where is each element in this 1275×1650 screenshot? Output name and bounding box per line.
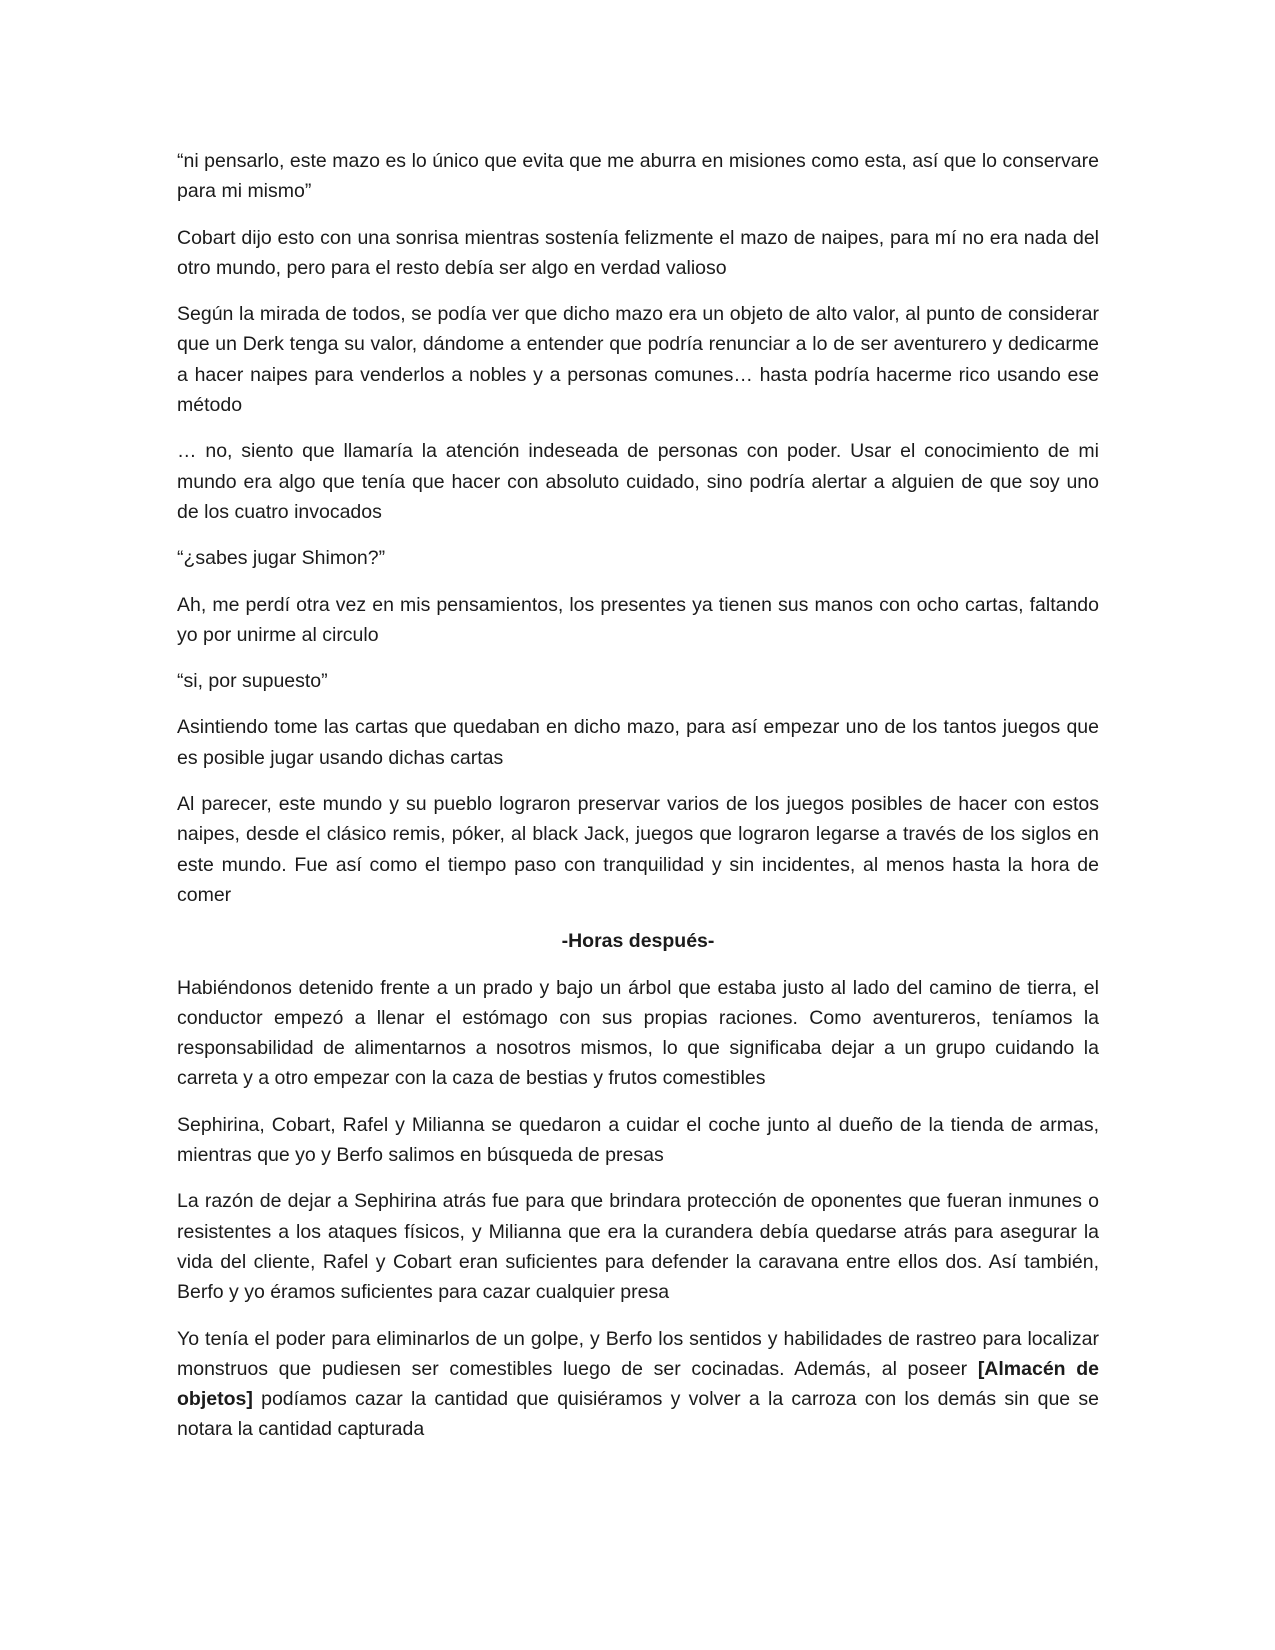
- paragraph: … no, siento que llamaría la atención indeseada de personas con poder. Usar el conocimiento de mi mundo era algo que tenía que hacer con absoluto cuidado, sino podría alertar a alguien de que soy uno de los cuatro invocados: [177, 440, 1099, 523]
- paragraph: Ah, me perdí otra vez en mis pensamientos, los presentes ya tienen sus manos con ocho cartas, faltando yo por unirme al circulo: [177, 593, 1099, 646]
- paragraph: Habiéndonos detenido frente a un prado y bajo un árbol que estaba justo al lado del camino de tierra, el conductor empezó a llenar el estómago con sus propias raciones. Como aventureros, teníamos la responsabilidad de alimentarnos a nosotros mismos, lo que significaba dejar a un grupo cuidando la carreta y a otro empezar con la caza de bestias y frutos comestibles: [177, 976, 1099, 1090]
- last-paragraph-part1: Yo tenía el poder para eliminarlos de un golpe, y Berfo los sentidos y habilidades de rastreo para localizar monstruos que pudiesen ser comestibles luego de ser cocinadas. Además, al poseer: [177, 1327, 1099, 1380]
- last-paragraph-part2: podíamos cazar la cantidad que quisiéramos y volver a la carroza con los demás sin que se notara la cantidad capturada: [177, 1388, 1099, 1441]
- paragraph: Cobart dijo esto con una sonrisa mientras sostenía felizmente el mazo de naipes, para mí no era nada del otro mundo, pero para el resto debía ser algo en verdad valioso: [177, 226, 1099, 279]
- paragraph: La razón de dejar a Sephirina atrás fue para que brindara protección de oponentes que fueran inmunes o resistentes a los ataques físicos, y Milianna que era la curandera debía quedarse atrás para asegurar la vida del cliente, Rafel y Cobart eran suficientes para defender la caravana entre ellos dos. Así también, Berfo y yo éramos suficientes para cazar cualquier presa: [177, 1190, 1099, 1304]
- section-heading: -Horas después-: [561, 930, 715, 953]
- paragraph: Según la mirada de todos, se podía ver que dicho mazo era un objeto de alto valor, al punto de considerar que un Derk tenga su valor, dándome a entender que podría renunciar a lo de ser aventurero y dedicarme a hacer naipes para venderlos a nobles y a personas comunes… hasta podría hacerme rico usando ese método: [177, 303, 1099, 417]
- item-storage-term: [Almacén de objetos]: [177, 1357, 1099, 1411]
- paragraph: Sephirina, Cobart, Rafel y Milianna se quedaron a cuidar el coche junto al dueño de la tienda de armas, mientras que yo y Berfo salimos en búsqueda de presas: [177, 1113, 1099, 1167]
- last-paragraph: [177, 1324, 1099, 1445]
- document-body: [177, 146, 1099, 1461]
- paragraph: Asintiendo tome las cartas que quedaban en dicho mazo, para así empezar uno de los tantos juegos que es posible jugar usando dichas cartas: [177, 716, 1099, 769]
- paragraph: “si, por supuesto”: [177, 670, 328, 693]
- paragraph: “ni pensarlo, este mazo es lo único que evita que me aburra en misiones como esta, así que lo conservare para mi mismo”: [177, 150, 1099, 203]
- paragraph: Al parecer, este mundo y su pueblo lograron preservar varios de los juegos posibles de hacer con estos naipes, desde el clásico remis, póker, al black Jack, juegos que lograron legarse a través de los siglos en este mundo. Fue así como el tiempo paso con tranquilidad y sin incidentes, al menos hasta la hora de comer: [177, 793, 1099, 906]
- paragraph: “¿sabes jugar Shimon?”: [177, 547, 386, 570]
